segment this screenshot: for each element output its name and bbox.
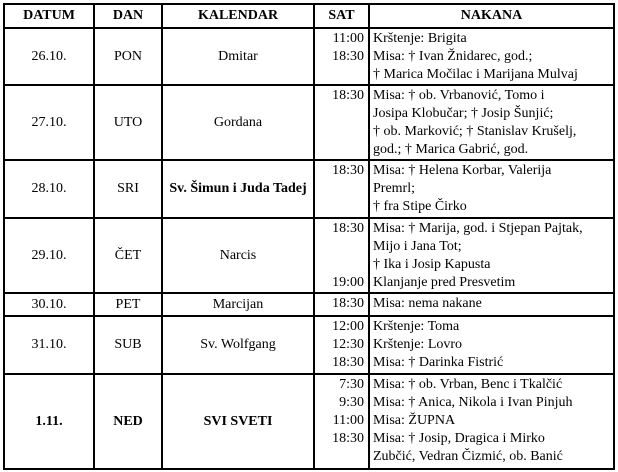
header-nakana: NAKANA — [369, 4, 614, 28]
table-row — [4, 85, 614, 160]
time-line: 18:30 — [332, 296, 364, 311]
intention-line: Misa: nema nakane — [373, 296, 482, 311]
intention-line: Josipa Klobučar; † Josip Šunjić; — [373, 106, 554, 121]
intention-cell — [369, 160, 614, 218]
time-line: 11:00 — [332, 413, 364, 428]
time-line: 9:30 — [339, 395, 364, 410]
time-gap — [317, 256, 364, 274]
time-line: 12:30 — [332, 337, 364, 352]
date-cell: 26.10. — [4, 28, 94, 85]
intention-line: Misa: † ob. Vrbanović, Tomo i — [373, 88, 545, 103]
day-cell: PON — [94, 28, 162, 85]
header-datum: DATUM — [4, 4, 94, 28]
table-row — [4, 28, 614, 85]
time-cell — [314, 316, 369, 374]
intention-line: † Ika i Josip Kapusta — [373, 257, 491, 272]
intention-line: Mijo i Jana Tot; — [373, 239, 462, 254]
time-line: 18:30 — [332, 355, 364, 370]
calendar-cell: Marcijan — [162, 293, 314, 316]
time-gap — [317, 238, 364, 256]
intention-cell — [369, 218, 614, 293]
intention-cell — [369, 28, 614, 85]
calendar-cell: Sv. Wolfgang — [162, 316, 314, 374]
time-cell — [314, 85, 369, 160]
time-line: 19:00 — [332, 275, 364, 290]
intention-line: Krštenje: Toma — [373, 319, 460, 334]
time-cell — [314, 293, 369, 316]
time-cell — [314, 374, 369, 469]
table-row — [4, 316, 614, 374]
header-dan: DAN — [94, 4, 162, 28]
intention-line: Premrl; — [373, 181, 415, 196]
intention-cell — [369, 293, 614, 316]
table-row — [4, 293, 614, 316]
intention-line: Krštenje: Lovro — [373, 337, 463, 352]
time-line: 12:00 — [332, 319, 364, 334]
date-cell: 1.11. — [4, 374, 94, 469]
schedule-table — [3, 3, 615, 470]
day-cell: PET — [94, 293, 162, 316]
time-cell — [314, 28, 369, 85]
header-sat: SAT — [314, 4, 369, 28]
calendar-cell: Gordana — [162, 85, 314, 160]
intention-line: Misa: † Darinka Fistrić — [373, 355, 504, 370]
date-cell: 30.10. — [4, 293, 94, 316]
calendar-cell: SVI SVETI — [162, 374, 314, 469]
table-row — [4, 160, 614, 218]
intention-line: † Marica Močilac i Marijana Mulvaj — [373, 67, 578, 82]
intention-cell — [369, 374, 614, 469]
table-row — [4, 218, 614, 293]
time-line: 18:30 — [332, 163, 364, 178]
time-line: 18:30 — [332, 221, 364, 236]
intention-line: Misa: † Ivan Žnidarec, god.; — [373, 49, 533, 64]
time-cell — [314, 160, 369, 218]
time-line: 11:00 — [332, 31, 364, 46]
intention-line: Misa: † ob. Vrban, Benc i Tkalčić — [373, 377, 563, 392]
intention-line: Klanjanje pred Presvetim — [373, 275, 516, 290]
time-cell — [314, 218, 369, 293]
time-line: 18:30 — [332, 88, 364, 103]
table-row — [4, 374, 614, 469]
intention-cell — [369, 316, 614, 374]
intention-line: Misa: † Marija, god. i Stjepan Pajtak, — [373, 221, 583, 236]
intention-line: † fra Stipe Čirko — [373, 199, 467, 214]
day-cell: NED — [94, 374, 162, 469]
intention-line: † ob. Marković; † Stanislav Krušelj, — [373, 124, 577, 139]
calendar-cell: Sv. Šimun i Juda Tadej — [162, 160, 314, 218]
day-cell: UTO — [94, 85, 162, 160]
date-cell: 27.10. — [4, 85, 94, 160]
intention-line: god.; † Marica Gabrić, god. — [373, 142, 529, 157]
intention-line: Misa: † Helena Korbar, Valerija — [373, 163, 552, 178]
intention-cell — [369, 85, 614, 160]
day-cell: ČET — [94, 218, 162, 293]
day-cell: SRI — [94, 160, 162, 218]
date-cell: 28.10. — [4, 160, 94, 218]
date-cell: 29.10. — [4, 218, 94, 293]
time-line: 18:30 — [332, 49, 364, 64]
time-line: 7:30 — [339, 377, 364, 392]
calendar-cell: Dmitar — [162, 28, 314, 85]
time-line: 18:30 — [332, 431, 364, 446]
header-row — [4, 4, 614, 28]
intention-line: Misa: † Anica, Nikola i Ivan Pinjuh — [373, 395, 573, 410]
date-cell: 31.10. — [4, 316, 94, 374]
intention-line: Misa: ŽUPNA — [373, 413, 456, 428]
intention-line: Zubčić, Vedran Čizmić, ob. Banić — [373, 449, 563, 464]
intention-line: Krštenje: Brigita — [373, 31, 467, 46]
day-cell: SUB — [94, 316, 162, 374]
intention-line: Misa: † Josip, Dragica i Mirko — [373, 431, 545, 446]
calendar-cell: Narcis — [162, 218, 314, 293]
header-kalendar: KALENDAR — [162, 4, 314, 28]
